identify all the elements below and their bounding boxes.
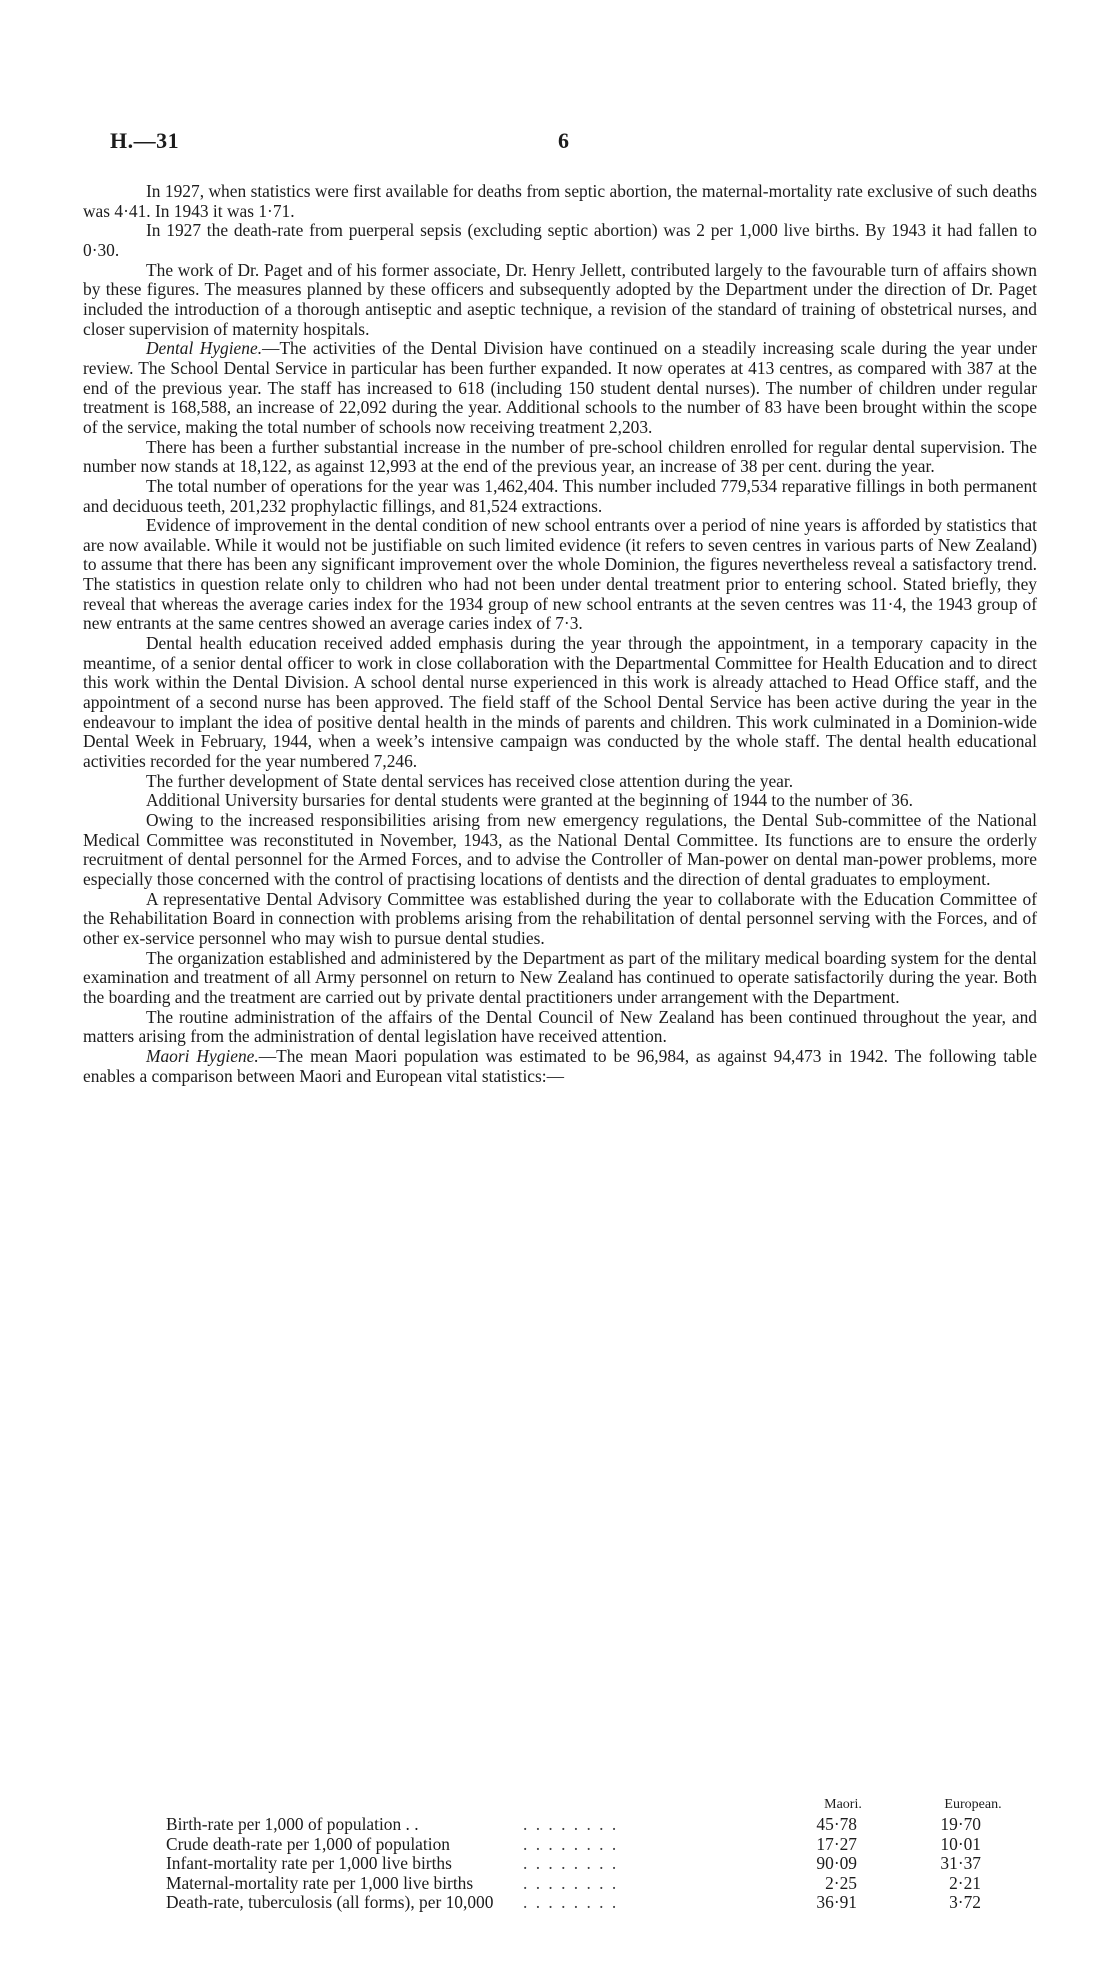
maori-value: 17·27 — [816, 1833, 857, 1854]
row-label: Crude death-rate per 1,000 of population — [166, 1833, 450, 1854]
paragraph — [83, 261, 1037, 340]
body-text — [83, 182, 1037, 1086]
maori-value: 36·91 — [816, 1892, 857, 1912]
maori-value: 2·25 — [825, 1872, 857, 1893]
paragraph-text: A representative Dental Advisory Committee was established during the year to collaborate with the Education Committee of the Rehabilitation Board in connection with problems arising from the rehabilitation of dental personnel serving with the Forces, and of other ex-service personnel who may wish to pursue dental studies. — [83, 888, 1037, 948]
paragraph — [83, 477, 1037, 516]
table-row — [83, 1874, 1037, 1894]
paragraph-text: The further development of State dental services has received close attention during the year. — [146, 770, 794, 791]
dot-leader: . . . . . . . . — [523, 1872, 619, 1893]
row-label: Death-rate, tuberculosis (all forms), per 10,000 — [166, 1892, 494, 1912]
paragraph — [83, 634, 1037, 772]
paragraph-text: In 1927 the death-rate from puerperal sepsis (excluding septic abortion) was 2 per 1,000 live births. By 1943 it had fallen to 0·30. — [83, 220, 1037, 260]
paragraph-text: —The activities of the Dental Division have continued on a steadily increasing scale during the year under review. The School Dental Service in particular has been further expanded. It now operates at 413 centres, as compared with 387 at the end of the previous year. The staff has increased to 618 (including 150 student dental nurses). The number of children under regular treatment is 168,588, an increase of 22,092 during the year. Additional schools to the number of 83 have been brought within the scope of the service, making the total number of schools now receiving treatment 2,203. — [83, 338, 1037, 437]
table-row — [83, 1893, 1037, 1913]
paragraph — [83, 772, 1037, 792]
table-row — [83, 1835, 1037, 1855]
paragraph-text: The total number of operations for the year was 1,462,404. This number included 779,534 reparative fillings in both permanent and deciduous teeth, 201,232 prophylactic fillings, and 81,524 extractions. — [83, 475, 1037, 516]
page-number: 6 — [558, 128, 569, 153]
page-header — [110, 128, 998, 156]
dot-leader: . . . . . . . . — [523, 1833, 619, 1854]
european-value: 19·70 — [940, 1814, 981, 1834]
paragraph — [83, 221, 1037, 260]
paragraph — [83, 791, 1037, 811]
paragraph-text: The routine administration of the affairs of the Dental Council of New Zealand has been continued throughout the year, and matters arising from the administration of dental legislation have received attention. — [83, 1006, 1037, 1047]
section-heading-maori-hygiene: Maori Hygiene. — [146, 1045, 259, 1066]
paragraph — [83, 1008, 1037, 1047]
european-value: 31·37 — [940, 1853, 981, 1873]
paragraph-text: The organization established and administered by the Department as part of the military medical boarding system for the dental examination and treatment of all Army personnel on return to New Zealand has continued to operate satisfactorily during the year. Both the boarding and the treatment are carried out by private dental practitioners under arrangement with the Department. — [83, 947, 1037, 1007]
dot-leader: . . . . . . . . — [523, 1853, 619, 1873]
paragraph — [83, 890, 1037, 949]
paragraph-text: —The mean Maori population was estimated to be 96,984, as against 94,473 in 1942. The following table enables a comparison between Maori and European vital statistics:— — [83, 1045, 1037, 1086]
maori-value: 45·78 — [816, 1814, 857, 1834]
paragraph-text: There has been a further substantial increase in the number of pre-school children enrolled for regular dental supervision. The number now stands at 18,122, as against 12,993 at the end of the previous year, an increase of 38 per cent. during the year. — [83, 436, 1037, 477]
report-reference: H.—31 — [110, 128, 180, 153]
section-heading-dental-hygiene: Dental Hygiene. — [146, 338, 263, 359]
european-value: 10·01 — [940, 1833, 981, 1854]
paragraph — [83, 438, 1037, 477]
row-label: Infant-mortality rate per 1,000 live births — [166, 1853, 452, 1873]
paragraph — [83, 182, 1037, 221]
row-label: Maternal-mortality rate per 1,000 live births — [166, 1872, 474, 1893]
column-header-maori: Maori. — [824, 1797, 862, 1812]
maori-value: 90·09 — [816, 1853, 857, 1873]
paragraph-text: Owing to the increased responsibilities arising from new emergency regulations, the Dental Sub-committee of the National Medical Committee was reconstituted in November, 1943, as the National Dental Committee. Its functions are to ensure the orderly recruitment of dental personnel for the Armed Forces, and to advise the Controller of Man-power on dental man-power problems, more especially those concerned with the control of practising locations of dentists and the direction of dental graduates to employment. — [83, 810, 1037, 889]
table-row — [83, 1854, 1037, 1874]
paragraph-text: The work of Dr. Paget and of his former associate, Dr. Henry Jellett, contributed largely to the favourable turn of affairs shown by these figures. The measures planned by these officers and subsequently adopted by the Department under the direction of Dr. Paget included the introduction of a thorough antiseptic and aseptic technique, a revision of the standard of training of obstetrical nurses, and closer supervision of maternity hospitals. — [83, 259, 1037, 339]
paragraph-dental-hygiene — [83, 339, 1037, 437]
paragraph — [83, 949, 1037, 1008]
dot-leader: . . . . . . . . — [523, 1892, 619, 1912]
paragraph-text: In 1927, when statistics were first available for deaths from septic abortion, the maternal-mortality rate exclusive of such deaths was 4·41. In 1943 it was 1·71. — [83, 181, 1037, 221]
table-row — [83, 1815, 1037, 1835]
table-header — [83, 1793, 1037, 1815]
row-label: Birth-rate per 1,000 of population . . — [166, 1814, 419, 1834]
european-value: 2·21 — [949, 1872, 981, 1893]
paragraph — [83, 811, 1037, 890]
paragraph-text: Additional University bursaries for dental students were granted at the beginning of 1944 to the number of 36. — [146, 790, 913, 811]
vital-statistics-table — [83, 1793, 1037, 1913]
paragraph-text: Evidence of improvement in the dental condition of new school entrants over a period of nine years is afforded by statistics that are now available. While it would not be justifiable on such limited evidence (it refers to seven centres in various parts of New Zealand) to assume that there has been any significant improvement over the whole Dominion, the figures nevertheless reveal a satisfactory trend. The statistics in question relate only to children who had not been under dental treatment prior to entering school. Stated briefly, they reveal that whereas the average caries index for the 1934 group of new school entrants at the seven centres was 11·4, the 1943 group of new entrants at the same centres showed an average caries index of 7·3. — [83, 515, 1037, 634]
column-header-european: European. — [944, 1797, 1002, 1812]
paragraph — [83, 516, 1037, 634]
european-value: 3·72 — [949, 1892, 981, 1912]
paragraph-maori-hygiene — [83, 1047, 1037, 1086]
paragraph-text: Dental health education received added emphasis during the year through the appointment, in a temporary capacity in the meantime, of a senior dental officer to work in close collaboration with the Departmental Committee for Health Education and to direct this work within the Dental Division. A school dental nurse experienced in this work is already attached to Head Office staff, and the appointment of a second nurse has been approved. The field staff of the School Dental Service has been active during the year in the endeavour to implant the idea of positive dental health in the minds of parents and children. This work culminated in a Dominion-wide Dental Week in February, 1944, when a week’s intensive campaign was conducted by the whole staff. The dental health educational activities recorded for the year numbered 7,246. — [83, 633, 1037, 772]
dot-leader: . . . . . . . . — [523, 1814, 619, 1834]
